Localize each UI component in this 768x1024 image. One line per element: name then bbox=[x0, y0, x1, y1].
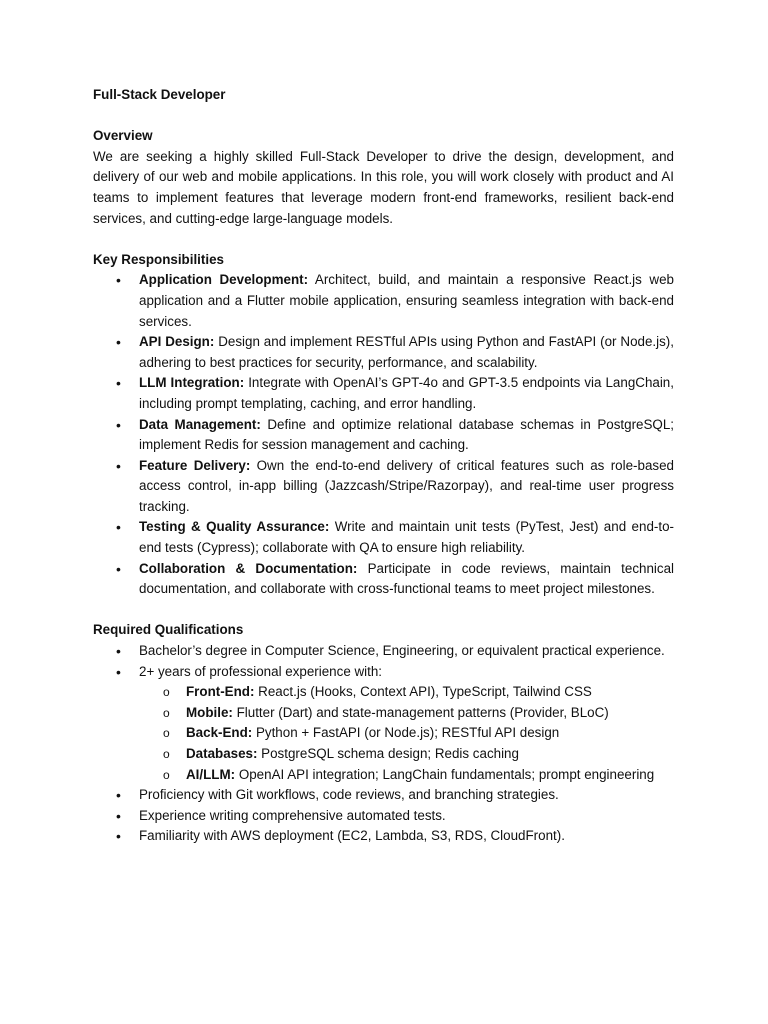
qualification-item bbox=[93, 826, 674, 847]
subitem-text: React.js (Hooks, Context API), TypeScript, Tailwind CSS bbox=[254, 684, 592, 700]
subitem-label: Back-End: bbox=[186, 725, 253, 741]
experience-subitem bbox=[139, 744, 674, 765]
item-text: Design and implement RESTful APIs using Python and FastAPI (or Node.js), adhering to best practices for security, performance, and scalability. bbox=[139, 334, 674, 370]
item-label: Application Development: bbox=[139, 272, 309, 288]
responsibility-item bbox=[93, 517, 674, 558]
experience-subitem bbox=[139, 723, 674, 744]
subitem-label: Front-End: bbox=[186, 684, 255, 700]
item-label: Collaboration & Documentation: bbox=[139, 560, 358, 576]
subitem-text: PostgreSQL schema design; Redis caching bbox=[257, 746, 519, 761]
qualification-item bbox=[93, 806, 674, 827]
item-text: Architect, build, and maintain a responsive React.js web application and a Flutter mobile application, ensuring seamless integration with back-end services. bbox=[139, 272, 674, 329]
subitem-label: AI/LLM: bbox=[186, 766, 236, 782]
qualification-item bbox=[93, 785, 674, 806]
sub-bullet-icon: o bbox=[163, 726, 170, 741]
bullet-icon: • bbox=[116, 787, 121, 804]
item-label: Testing & Quality Assurance: bbox=[139, 519, 330, 535]
subitem-text: Flutter (Dart) and state-management patterns (Provider, BLoC) bbox=[232, 704, 609, 720]
responsibility-item bbox=[93, 332, 674, 373]
item-text: Participate in code reviews, maintain technical documentation, and collaborate with cross-functional teams to meet project milestones. bbox=[139, 560, 674, 597]
experience-subitem bbox=[139, 703, 674, 724]
qualifications-heading: Required Qualifications bbox=[93, 622, 244, 638]
qualification-item bbox=[93, 641, 674, 662]
overview-heading: Overview bbox=[93, 128, 153, 144]
bullet-icon: • bbox=[116, 375, 121, 392]
bullet-icon: • bbox=[116, 807, 121, 824]
subitem-text: Python + FastAPI (or Node.js); RESTful API design bbox=[252, 725, 560, 741]
experience-subitem bbox=[139, 682, 674, 703]
experience-subitem bbox=[139, 765, 674, 786]
responsibility-item bbox=[93, 270, 674, 332]
overview-paragraph: We are seeking a highly skilled Full-Stack Developer to drive the design, development, and delivery of our web and mobile applications. In this role, you will work closely with product and AI teams to implement features that leverage modern front-end frameworks, resilient back-end services, and cutting-edge large-language models. bbox=[93, 148, 674, 226]
qualification-item bbox=[93, 662, 674, 786]
item-label: LLM Integration: bbox=[139, 375, 245, 391]
bullet-icon: • bbox=[116, 272, 121, 289]
item-label: Data Management: bbox=[139, 416, 261, 432]
bullet-icon: • bbox=[116, 457, 121, 474]
item-text: Define and optimize relational database schemas in PostgreSQL; implement Redis for session management and caching. bbox=[139, 416, 675, 453]
subitem-label: Mobile: bbox=[186, 704, 233, 720]
qualification-text: Proficiency with Git workflows, code reviews, and branching strategies. bbox=[139, 787, 559, 803]
degree-text: Bachelor’s degree in Computer Science, Engineering, or equivalent practical experience. bbox=[139, 643, 665, 659]
bullet-icon: • bbox=[116, 643, 121, 660]
sub-bullet-icon: o bbox=[163, 705, 170, 720]
item-text: Write and maintain unit tests (PyTest, Jest) and end-to-end tests (Cypress); collaborate with QA to ensure high reliability. bbox=[139, 519, 674, 556]
item-text: Own the end-to-end delivery of critical features such as role-based access control, in-app billing (Jazzcash/Stripe/Razorpay), and real-time user progress tracking. bbox=[139, 457, 674, 514]
item-label: API Design: bbox=[139, 334, 215, 350]
subitem-text: OpenAI API integration; LangChain fundamentals; prompt engineering bbox=[235, 766, 655, 782]
bullet-icon: • bbox=[116, 519, 121, 536]
responsibility-item bbox=[93, 415, 674, 456]
bullet-icon: • bbox=[116, 334, 121, 351]
subitem-label: Databases: bbox=[186, 746, 258, 761]
sub-bullet-icon: o bbox=[163, 685, 170, 700]
page-title: Full-Stack Developer bbox=[93, 87, 226, 102]
qualification-text: Familiarity with AWS deployment (EC2, Lambda, S3, RDS, CloudFront). bbox=[139, 828, 565, 844]
qualifications-list bbox=[93, 641, 674, 847]
experience-intro: 2+ years of professional experience with: bbox=[139, 663, 383, 679]
sub-bullet-icon: o bbox=[163, 767, 170, 782]
bullet-icon: • bbox=[116, 663, 121, 680]
qualification-text: Experience writing comprehensive automated tests. bbox=[139, 807, 446, 823]
responsibility-item bbox=[93, 559, 674, 600]
bullet-icon: • bbox=[116, 416, 121, 433]
responsibilities-heading: Key Responsibilities bbox=[93, 251, 224, 267]
responsibility-item bbox=[93, 456, 674, 518]
bullet-icon: • bbox=[116, 560, 121, 577]
experience-sublist bbox=[93, 682, 674, 785]
bullet-icon: • bbox=[116, 828, 121, 845]
item-label: Feature Delivery: bbox=[139, 457, 251, 473]
responsibilities-list bbox=[93, 270, 674, 600]
item-text: Integrate with OpenAI’s GPT-4o and GPT-3.5 endpoints via LangChain, including prompt templating, caching, and error handling. bbox=[139, 375, 674, 411]
responsibility-item bbox=[93, 373, 674, 414]
sub-bullet-icon: o bbox=[163, 747, 170, 761]
